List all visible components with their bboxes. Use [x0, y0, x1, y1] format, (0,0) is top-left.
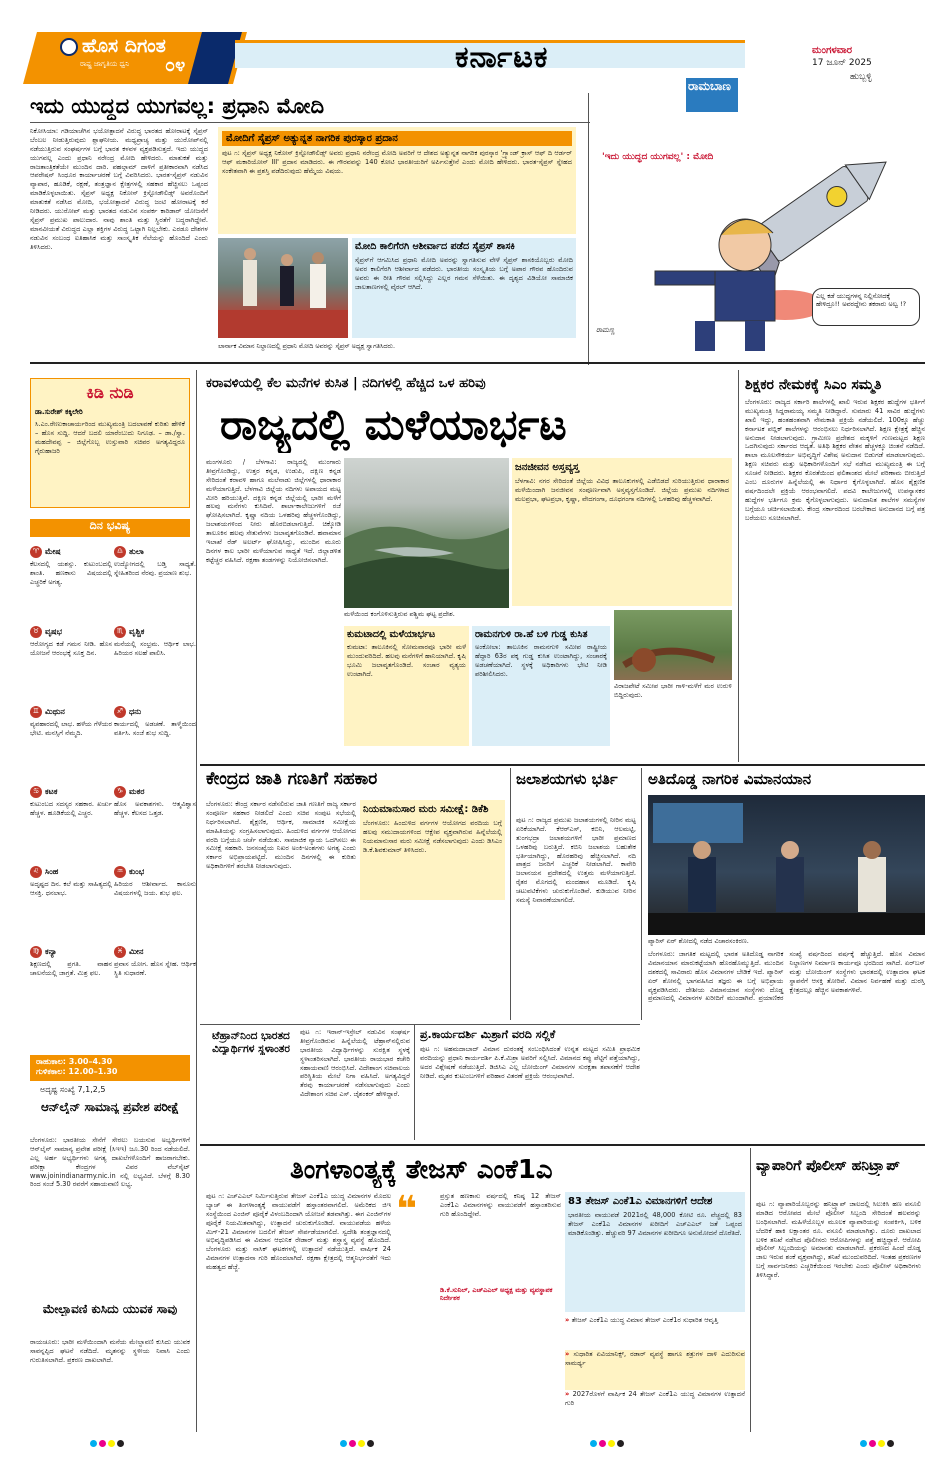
- award-title: ಮೋದಿಗೆ ಸೈಪ್ರಸ್ ಅತ್ಯುನ್ನತ ನಾಗರಿಕ ಪುರಸ್ಕಾರ ಪ್ರದಾನ: [222, 131, 572, 146]
- sign-makara: ♑ ಮಕರ: [114, 786, 196, 798]
- rain-box-landslide: [472, 626, 610, 746]
- teachers-title: ಶಿಕ್ಷಕರ ನೇಮಕಕ್ಕೆ ಸಿಎಂ ಸಮ್ಮತಿ: [745, 377, 882, 393]
- sign-mithuna: ♊ ಮಿಥುನ: [30, 706, 112, 718]
- rain-headline: ರಾಜ್ಯದಲ್ಲಿ ಮಳೆಯಾರ್ಭಟ: [220, 400, 567, 449]
- aviation-panel-graphic: [648, 795, 925, 935]
- rain-box-life: [512, 458, 732, 606]
- tejas-body-cont: [396, 1322, 561, 1430]
- bullet-arrow-icon: »: [565, 1316, 572, 1324]
- quote-icon: ❝: [396, 1189, 418, 1230]
- horoscope-grid: ♈ ಮೇಷ ಕೆಲಸದಲ್ಲಿ ಯಶಸ್ಸು. ಕುಟುಂಬದಲ್ಲಿ ಶಾಂತಿ. ಹಣಕಾಸು ವಿಷಯದಲ್ಲಿ ಎಚ್ಚರಿಕೆ ಅಗತ್ಯ. ♎ ತುಲಾ ಉದ್ಯೋಗದಲ್ಲಿ ಬಡ್ತಿ ಸಾಧ್ಯತೆ. ಸ್ನೇಹಿತರಿಂದ ನೆರವು. ಪ್ರಯಾಣ ಶುಭ. ♉ ವೃಷಭ ಆರೋಗ್ಯದ ಕಡೆ ಗಮನ ನೀಡಿ. ಹೊಸ ಯೋಜನೆ ಆರಂಭಕ್ಕೆ ಸೂಕ್ತ ದಿನ. ♏ ವೃಶ್ಚಿಕ ಮನೆಯಲ್ಲಿ ಸಂಭ್ರಮ. ಆರ್ಥಿಕ ಲಾಭ. ಹಿರಿಯರ ಸಲಹೆ ಪಾಲಿಸಿ. ♊ ಮಿಥುನ ವ್ಯವಹಾರದಲ್ಲಿ ಲಾಭ. ಹಳೆಯ ಗೆಳೆಯರ ಭೇಟಿ. ಮನಸ್ಸಿಗೆ ನೆಮ್ಮದಿ. ♐ ಧನು ಕಾರ್ಯದಲ್ಲಿ ಅಡಚಣೆ. ತಾಳ್ಮೆಯಿಂದ ವರ್ತಿಸಿ. ಸಂಜೆ ಶುಭ ಸುದ್ದಿ. ♋ ಕಟಕ ಕುಟುಂಬದ ಸದಸ್ಯರ ಸಹಕಾರ. ಖರ್ಚು ಹೆಚ್ಚಳ. ಹೂಡಿಕೆಯಲ್ಲಿ ಎಚ್ಚರ. ♑ ಮಕರ ಹೊಸ ಅವಕಾಶಗಳು. ಆತ್ಮವಿಶ್ವಾಸ ಹೆಚ್ಚಳ. ಕೆಲಸದ ಒತ್ತಡ. ♌ ಸಿಂಹ ಅದೃಷ್ಟದ ದಿನ. ಕಲೆ ಮತ್ತು ಸಾಹಿತ್ಯದಲ್ಲಿ ಆಸಕ್ತಿ. ಧನಲಾಭ. ♒ ಕುಂಭ ಹಿರಿಯರ ಆಶೀರ್ವಾದ. ಕಾನೂನು ವಿಷಯಗಳಲ್ಲಿ ಜಯ. ಶುಭ ಫಲ. ♍ ಕನ್ಯಾ ಶಿಕ್ಷಣದಲ್ಲಿ ಪ್ರಗತಿ. ವಾಹನ ಚಾಲನೆಯಲ್ಲಿ ಜಾಗ್ರತೆ. ಮಿಶ್ರ ಫಲ. ♓ ಮೀನ ಪ್ರವಾಸ ಯೋಗ. ಹೊಸ ಸ್ನೇಹ. ಆರ್ಥಿಕ ಸ್ಥಿತಿ ಸುಧಾರಣೆ.: [30, 546, 196, 977]
- tejas-bullet-3: » 2027ರೊಳಗೆ ವಾರ್ಷಿಕ 24 ತೇಜಸ್ ಎಂಕೆ1ಎ ಯುದ್ಧ ವಿಮಾನಗಳ ಉತ್ಪಾದನೆ ಗುರಿ: [565, 1390, 745, 1407]
- teaser-text: ಸಿ.ಎಂ.ರೇಣುಕಾಚಾರ್ಯರಿಂದ ಮುಖ್ಯಮಂತ್ರಿ ಬದಲಾವಣೆ ಕುರಿತು ಹೇಳಿಕೆ – ಹೊಸ ಸುದ್ದಿ. ಆದರೆ ಬದಲಿ ಯಾರೆಂಬುದು ನಿಗೂಢ. – ಡಾ./ಸ್ವಾ. ಮಹದೇವಪ್ಪ – ಜಿಲ್ಲೆಗೊಬ್ಬ ಉಸ್ತುವಾರಿ ಸಚಿವರ ಅಗತ್ಯವಿದ್ದರೂ ಗೈರುಹಾಜರಿ: [35, 419, 185, 455]
- rain-photo: [344, 458, 509, 608]
- lead-box-award: [218, 127, 576, 234]
- bullet-arrow-icon: »: [565, 1390, 573, 1398]
- census-box-text: ಬೆಂಗಳೂರು: ಹಿಂದುಳಿದ ವರ್ಗಗಳ ಆಯೋಗದ ವರದಿಯ ಬಗ್ಗೆ ಹಲವು ಸಮುದಾಯಗಳಿಂದ ಆಕ್ಷೇಪ ವ್ಯಕ್ತವಾಗಿರುವ ಹಿನ್ನೆಲೆಯಲ್ಲಿ ನಿಯಮಾನುಸಾರ ಮರು ಸಮೀಕ್ಷೆ ನಡೆಸಲಾಗುವುದು ಎಂದು ಡಿಸಿಎಂ ಡಿ.ಕೆ.ಶಿವಕುಮಾರ್ ತಿಳಿಸಿದರು.: [363, 819, 502, 854]
- tejas-title: ತಿಂಗಳಾಂತ್ಯಕ್ಕೆ ತೇಜಸ್ ಎಂಕೆ1ಎ: [290, 1155, 553, 1185]
- scales-icon: ♎: [114, 546, 126, 558]
- sign-tula: ♎ ತುಲಾ: [114, 546, 196, 558]
- cartoon-speech-bubble: [812, 288, 920, 326]
- sign-kumbha: ♒ ಕುಂಭ: [114, 866, 196, 878]
- tejas-order-text: ಭಾರತೀಯ ವಾಯುಪಡೆ 2021ರಲ್ಲಿ 48,000 ಕೋಟಿ ರೂ. ವೆಚ್ಚದಲ್ಲಿ 83 ತೇಜಸ್ ಎಂಕೆ1ಎ ವಿಮಾನಗಳ ಖರೀದಿಗೆ ಎಚ್‌ಎಎಲ್ ಜತೆ ಒಪ್ಪಂದ ಮಾಡಿಕೊಂಡಿತ್ತು. ಹೆಚ್ಚುವರಿ 97 ವಿಮಾನಗಳ ಖರೀದಿಗೂ ಅನುಮೋದನೆ ದೊರೆತಿದೆ.: [568, 1211, 742, 1237]
- gulika: ಗುಳಿಕಕಾಲ: 12.00–1.30: [36, 1067, 118, 1077]
- lead-photo: [218, 238, 348, 338]
- cartoon-caption: 'ಇದು ಯುದ್ಧದ ಯುಗವಲ್ಲ' : ಮೋದಿ: [602, 152, 714, 162]
- rahukala: ರಾಹುಕಾಲ: 3.00–4.30: [36, 1057, 113, 1066]
- sign-dhanu: ♐ ಧನು: [114, 706, 196, 718]
- story-roof-title: ಮೇಲ್ಛಾವಣಿ ಕುಸಿದು ಯುವಕ ಸಾವು: [42, 1302, 178, 1316]
- bubble-text: ಎಲ್ಲ ಕಡೆ ಯುದ್ಧಗಳನ್ನ ನಿಲ್ಲಿಸೋದಕ್ಕೆ ಹೇಳಿದ್ರೂ!! ಅವರದ್ದೇನು ತಕರಾರು ಅಲ್ವ !?: [816, 292, 907, 309]
- life-text: ಬೆಳಗಾವಿ: ನಗರ ಸೇರಿದಂತೆ ಜಿಲ್ಲೆಯ ವಿವಿಧ ತಾಲೂಕುಗಳಲ್ಲಿ ಎಡೆಬಿಡದೆ ಸುರಿಯುತ್ತಿರುವ ಧಾರಾಕಾರ ಮಳೆಯಿಂದಾಗಿ ಜನಜೀವನ ಸಂಪೂರ್ಣವಾಗಿ ಅಸ್ತವ್ಯಸ್ತಗೊಂಡಿದೆ. ಜಿಲ್ಲೆಯ ಪ್ರಮುಖ ನದಿಗಳಾದ ಮಲಪ್ರಭಾ, ಘಟಪ್ರಭಾ, ಕೃಷ್ಣಾ, ವೇದಗಂಗಾ, ದೂಧಗಂಗಾ ನದಿಗಳಲ್ಲಿ ಒಳಹರಿವು ಹೆಚ್ಚಳವಾಗಿದೆ.: [515, 477, 729, 503]
- rain-photo-landscape: [344, 458, 509, 608]
- logo-icon: [60, 38, 78, 56]
- rahukala-box: [30, 1055, 190, 1081]
- twins-icon: ♊: [30, 706, 42, 718]
- cartoon-label-box: [686, 78, 738, 112]
- lead-box-blessing: [352, 238, 576, 338]
- census-body-cont: [360, 904, 505, 1020]
- ram-icon: ♈: [30, 546, 42, 558]
- tejas-quote: ಪ್ರಸ್ತುತ ಹಣಕಾಸು ವರ್ಷದಲ್ಲಿ ಕನಿಷ್ಠ 12 ತೇಜಸ್ ಎಂಕೆ1ಎ ವಿಮಾನಗಳನ್ನು ವಾಯುಪಡೆಗೆ ಹಸ್ತಾಂತರಿಸುವ ಗುರಿ ಹೊಂದಿದ್ದೇವೆ.: [440, 1192, 561, 1218]
- scorpion-icon: ♏: [114, 626, 126, 638]
- tree-photo-caption: ವಿರಾಜಪೇಟೆ ಸಮೀಪ ಭಾರೀ ಗಾಳಿ-ಮಳೆಗೆ ಮರ ಉರುಳಿ ಬಿದ್ದಿರುವುದು.: [614, 682, 732, 699]
- census-title: ಕೇಂದ್ರದ ಜಾತಿ ಗಣತಿಗೆ ಸಹಕಾರ: [206, 769, 378, 789]
- tejas-bullet-2: » ಸುಧಾರಿತ ಏವಿಯಾನಿಕ್ಸ್, ರಡಾರ್ ವ್ಯವಸ್ಥೆ ಹಾಗೂ ಶತ್ರುಗಳ ದಾಳಿ ಎದುರಿಸುವ ಸಾಮರ್ಥ್ಯ: [565, 1350, 745, 1390]
- archer-icon: ♐: [114, 706, 126, 718]
- lead-body: ನಿಕೋಸಿಯಾ: ಗಡಿಯಾಚೆಗಿನ ಭಯೋತ್ಪಾದನೆ ವಿರುದ್ಧ ಭಾರತದ ಹೋರಾಟಕ್ಕೆ ಸೈಪ್ರಸ್ ಬೆಂಬಲ ನೀಡುತ್ತಿರುವುದು ಶ್ಲಾಘನೀಯ. ಮಧ್ಯಪ್ರಾಚ್ಯ ಮತ್ತು ಯುರೋಪ್‌ನಲ್ಲಿ ನಡೆಯುತ್ತಿರುವ ಸಂಘರ್ಷಗಳ ಬಗ್ಗೆ ಭಾರತ ಕಳವಳ ವ್ಯಕ್ತಪಡಿಸುತ್ತದೆ. ಇದು ಯುದ್ಧದ ಯುಗವಲ್ಲ ಎಂದು ಪ್ರಧಾನಿ ನರೇಂದ್ರ ಮೋದಿ ಹೇಳಿದರು. ಮಾತುಕತೆ ಮತ್ತು ರಾಜತಾಂತ್ರಿಕತೆಯೇ ಮುಂದಿನ ದಾರಿ. ಪಹಲ್ಗಾಮ್ ದಾಳಿಗೆ ಪ್ರತೀಕಾರವಾಗಿ ನಡೆಸಿದ ಆಪರೇಷನ್ ಸಿಂಧೂರ ಕಾರ್ಯಾಚರಣೆ ಬಗ್ಗೆ ವಿವರಿಸಿದರು. ಭಾರತ-ಸೈಪ್ರಸ್ ನಡುವಿನ ವ್ಯಾಪಾರ, ಹೂಡಿಕೆ, ರಕ್ಷಣೆ, ತಂತ್ರಜ್ಞಾನ ಕ್ಷೇತ್ರಗಳಲ್ಲಿ ಸಹಕಾರ ಹೆಚ್ಚಿಸಲು ಒಪ್ಪಂದ ಮಾಡಿಕೊಳ್ಳಲಾಯಿತು. ಸೈಪ್ರಸ್ ಅಧ್ಯಕ್ಷ ನಿಕೋಸ್ ಕ್ರಿಸ್ಟೋಡೌಲಿಡ್ಸ್ ಅವರೊಂದಿಗೆ ಮಾತುಕತೆ ನಡೆಸಿದ ಮೋದಿ, ಭಯೋತ್ಪಾದನೆ ವಿರುದ್ಧ ಜಂಟಿ ಹೋರಾಟಕ್ಕೆ ಕರೆ ನೀಡಿದರು. ಯುರೋಪ್ ಮತ್ತು ಭಾರತದ ನಡುವಿನ ಸಂಪರ್ಕ ಕಾರಿಡಾರ್ ಯೋಜನೆಗೆ ಸೈಪ್ರಸ್ ಪ್ರಮುಖ ಪಾಲುದಾರ. ನಾವು ಶಾಂತಿ ಮತ್ತು ಸ್ಥಿರತೆಗೆ ಬದ್ಧರಾಗಿದ್ದೇವೆ. ಮಾನವೀಯತೆ ವಿರುದ್ಧದ ಎಲ್ಲಾ ಶಕ್ತಿಗಳ ವಿರುದ್ಧ ಒಟ್ಟಾಗಿ ನಿಲ್ಲಬೇಕು. ಎರಡೂ ದೇಶಗಳ ನಡುವಿನ ಸಂಬಂಧ ಐತಿಹಾಸಿಕ ಮತ್ತು ಸಾಂಸ್ಕೃತಿಕ ನೆಲೆಯನ್ನು ಹೊಂದಿದೆ ಎಂದು ತಿಳಿಸಿದರು.: [30, 127, 208, 251]
- fallen-tree-graphic: [614, 610, 732, 680]
- lead-photo-figures: [218, 238, 348, 338]
- honeytrap-title: ವ್ಯಾಪಾರಿಗೆ ಪೊಲೀಸ್ ಹನಿಟ್ರ್ಯಾಪ್: [756, 1158, 900, 1174]
- header-city: ಹುಬ್ಬಳ್ಳಿ: [850, 72, 872, 82]
- teaser-author: ಡಾ.ಸುರೇಶ್ ಕಕ್ಕಿಲೇರಿ: [35, 407, 83, 416]
- tejas-body: ಪುಟ ೧: ಎಚ್‌ಎಎಲ್ ನಿರ್ಮಿಸುತ್ತಿರುವ ತೇಜಸ್ ಎಂಕೆ1ಎ ಯುದ್ಧ ವಿಮಾನಗಳ ಮೊದಲ ಬ್ಯಾಚ್ ಈ ತಿಂಗಳಾಂತ್ಯಕ್ಕೆ ವಾಯುಪಡೆಗೆ ಹಸ್ತಾಂತರವಾಗಲಿದೆ. ಅಮೆರಿಕದ ಜಿಇ ಸಂಸ್ಥೆಯಿಂದ ಎಂಜಿನ್ ಪೂರೈಕೆ ವಿಳಂಬದಿಂದಾಗಿ ಯೋಜನೆ ತಡವಾಗಿತ್ತು. ಈಗ ಎಂಜಿನ್‌ಗಳ ಪೂರೈಕೆ ನಿಯಮಿತವಾಗಿದ್ದು, ಉತ್ಪಾದನೆ ಚುರುಕುಗೊಂಡಿದೆ. ವಾಯುಪಡೆಯ ಹಳೆಯ ಮಿಗ್-21 ವಿಮಾನಗಳ ಬದಲಿಗೆ ತೇಜಸ್ ಸೇರ್ಪಡೆಯಾಗಲಿದೆ. ಸ್ವದೇಶಿ ತಂತ್ರಜ್ಞಾನದಲ್ಲಿ ಅಭಿವೃದ್ಧಿಪಡಿಸಿದ ಈ ವಿಮಾನ ಆಧುನಿಕ ರೇಡಾರ್ ಮತ್ತು ಶಸ್ತ್ರಾಸ್ತ್ರ ವ್ಯವಸ್ಥೆ ಹೊಂದಿದೆ. ಬೆಂಗಳೂರು ಮತ್ತು ನಾಸಿಕ್ ಘಟಕಗಳಲ್ಲಿ ಉತ್ಪಾದನೆ ನಡೆಯುತ್ತಿದೆ. ವಾರ್ಷಿಕ 24 ವಿಮಾನಗಳ ಉತ್ಪಾದನಾ ಗುರಿ ಹೊಂದಲಾಗಿದೆ. ರಕ್ಷಣಾ ಕ್ಷೇತ್ರದಲ್ಲಿ ಆತ್ಮನಿರ್ಭರತೆಗೆ ಇದು ಮಹತ್ವದ ಹೆಜ್ಜೆ.: [206, 1192, 391, 1272]
- bullet-arrow-icon: »: [565, 1350, 574, 1358]
- story-exam-text: ಬೆಂಗಳೂರು: ಭಾರತೀಯ ಸೇನೆಗೆ ಸೇರಲು ಬಯಸುವ ಅಭ್ಯರ್ಥಿಗಳಿಗೆ ಆನ್‌ಲೈನ್ ಸಾಮಾನ್ಯ ಪ್ರವೇಶ ಪರೀಕ್ಷೆ (ಸಿಇಇ) ಜೂ.30 ರಿಂದ ನಡೆಯಲಿದೆ. ಎಲ್ಲ ಅರ್ಹ ಅಭ್ಯರ್ಥಿಗಳು ಅಗತ್ಯ ದಾಖಲೆಗಳೊಂದಿಗೆ ಹಾಜರಾಗಬೇಕು. ಪರೀಕ್ಷಾ ಕೇಂದ್ರಗಳ ವಿವರ ವೆಬ್‌ಸೈಟ್ www.joinindianarmy.nic.in ನಲ್ಲಿ ಲಭ್ಯವಿದೆ. ಬೆಳಗ್ಗೆ 8.30 ರಿಂದ ಸಂಜೆ 5.30 ರವರೆಗೆ ಸಹಾಯವಾಣಿ ಲಭ್ಯ.: [30, 1136, 190, 1189]
- story-roof-text: ರಾಯಚೂರು: ಭಾರೀ ಮಳೆಯಿಂದಾಗಿ ಮನೆಯ ಮೇಲ್ಛಾವಣಿ ಕುಸಿದು ಯುವಕ ಸಾವನ್ನಪ್ಪಿದ ಘಟನೆ ನಡೆದಿದೆ. ಮೃತನನ್ನು ಸ್ಥಳೀಯ ನಿವಾಸಿ ಎಂದು ಗುರುತಿಸಲಾಗಿದೆ. ಪ್ರಕರಣ ದಾಖಲಾಗಿದೆ.: [30, 1338, 190, 1364]
- mishra-title: ಪ್ರ.ಕಾರ್ಯದರ್ಶಿ ಮಿಶ್ರಾಗೆ ವರದಿ ಸಲ್ಲಿಕೆ: [420, 1028, 556, 1041]
- iran-body: ಪುಟ ೧: ಇರಾನ್-ಇಸ್ರೇಲ್ ನಡುವಿನ ಸಂಘರ್ಷ ತೀವ್ರಗೊಂಡಿರುವ ಹಿನ್ನೆಲೆಯಲ್ಲಿ ಟೆಹ್ರಾನ್‌ನಲ್ಲಿರುವ ಭಾರತೀಯ ವಿದ್ಯಾರ್ಥಿಗಳನ್ನು ಸುರಕ್ಷಿತ ಸ್ಥಳಕ್ಕೆ ಸ್ಥಳಾಂತರಿಸಲಾಗಿದೆ. ಭಾರತೀಯ ರಾಯಭಾರ ಕಚೇರಿ ಸಹಾಯವಾಣಿ ಆರಂಭಿಸಿದೆ. ವಿದೇಶಾಂಗ ಸಚಿವಾಲಯ ಪರಿಸ್ಥಿತಿಯ ಮೇಲೆ ನಿಗಾ ವಹಿಸಿದೆ. ಅಗತ್ಯವಿದ್ದರೆ ತೆರವು ಕಾರ್ಯಾಚರಣೆ ನಡೆಸಲಾಗುವುದು ಎಂದು ವಿದೇಶಾಂಗ ಸಚಿವ ಎಸ್. ಜೈಶಂಕರ್ ಹೇಳಿದ್ದಾರೆ.: [300, 1028, 410, 1099]
- blessing-text: ಸೈಪ್ರಸ್‌ಗೆ ಆಗಮಿಸಿದ ಪ್ರಧಾನಿ ಮೋದಿ ಅವರನ್ನು ಸ್ವಾಗತಿಸುವ ವೇಳೆ ಸೈಪ್ರಸ್ ಶಾಸಕಿಯೊಬ್ಬರು ಮೋದಿ ಅವರ ಕಾಲಿಗೆರಗಿ ಆಶೀರ್ವಾದ ಪಡೆದರು. ಭಾರತೀಯ ಸಂಸ್ಕೃತಿಯ ಬಗ್ಗೆ ಅಪಾರ ಗೌರವ ಹೊಂದಿರುವ ಅವರು ಈ ರೀತಿ ಗೌರವ ಸಲ್ಲಿಸಿದ್ದು ಎಲ್ಲರ ಗಮನ ಸೆಳೆಯಿತು. ಈ ದೃಶ್ಯದ ವಿಡಿಯೋ ಸಾಮಾಜಿಕ ಜಾಲತಾಣಗಳಲ್ಲಿ ವೈರಲ್ ಆಗಿದೆ.: [355, 256, 573, 292]
- tejas-bullets: [565, 1316, 745, 1430]
- tejas-order-box: [565, 1192, 745, 1312]
- print-registration-dots: [860, 1440, 894, 1447]
- aviation-title: ಅತಿದೊಡ್ಡ ನಾಗರಿಕ ವಿಮಾನಯಾನ: [648, 770, 812, 788]
- masthead: [0, 0, 945, 92]
- tejas-order-title: 83 ತೇಜಸ್ ಎಂಕೆ1ಎ ವಿಮಾನಗಳಿಗೆ ಆದೇಶ: [568, 1196, 713, 1207]
- crab-icon: ♋: [30, 786, 42, 798]
- horoscope-header: [30, 519, 190, 537]
- rain-photo-caption: ಮಳೆಯಿಂದ ಕಂಗೊಳಿಸುತ್ತಿರುವ ಪಶ್ಚಿಮ ಘಟ್ಟ ಪ್ರದೇಶ.: [344, 610, 455, 618]
- pot-icon: ♒: [114, 866, 126, 878]
- dams-title: ಜಲಾಶಯಗಳು ಭರ್ತಿ: [516, 770, 618, 788]
- dams-body: ಪುಟ ೧: ರಾಜ್ಯದ ಪ್ರಮುಖ ಜಲಾಶಯಗಳಲ್ಲಿ ನೀರಿನ ಮಟ್ಟ ಏರಿಕೆಯಾಗಿದೆ. ಕೆಆರ್‌ಎಸ್, ಕಬಿನಿ, ಆಲಮಟ್ಟಿ, ತುಂಗಭದ್ರಾ ಜಲಾಶಯಗಳಿಗೆ ಭಾರೀ ಪ್ರಮಾಣದ ಒಳಹರಿವು ಬರುತ್ತಿದೆ. ಕಬಿನಿ ಜಲಾಶಯ ಬಹುತೇಕ ಭರ್ತಿಯಾಗಿದ್ದು, ಹೊರಹರಿವು ಹೆಚ್ಚಿಸಲಾಗಿದೆ. ನದಿ ಪಾತ್ರದ ಜನರಿಗೆ ಎಚ್ಚರಿಕೆ ನೀಡಲಾಗಿದೆ. ಕಾವೇರಿ ಜಲಾನಯನ ಪ್ರದೇಶದಲ್ಲಿ ಉತ್ತಮ ಮಳೆಯಾಗುತ್ತಿದೆ. ರೈತರ ಮೊಗದಲ್ಲಿ ಮಂದಹಾಸ ಮೂಡಿದೆ. ಕೃಷಿ ಚಟುವಟಿಕೆಗಳು ಚುರುಕುಗೊಂಡಿವೆ. ಕುಡಿಯುವ ನೀರಿನ ಸಮಸ್ಯೆ ನಿವಾರಣೆಯಾಗಲಿದೆ.: [516, 816, 636, 905]
- sign-meena: ♓ ಮೀನ: [114, 946, 196, 958]
- page-number: ೦೪: [165, 55, 186, 76]
- sign-simha: ♌ ಸಿಂಹ: [30, 866, 112, 878]
- census-box-title: ನಿಯಮಾನುಸಾರ ಮರು ಸಮೀಕ್ಷೆ: ಡಿಕೆಶಿ: [363, 804, 489, 815]
- life-title: ಜನಜೀವನ ಅಸ್ತವ್ಯಸ್ತ: [515, 462, 580, 473]
- landslide-title: ರಾಮನಗುಳಿ ರಾ.ಹೆ ಬಳಿ ಗುಡ್ಡ ಕುಸಿತ: [475, 629, 588, 640]
- header-day: ಮಂಗಳವಾರ: [812, 45, 853, 56]
- mishra-body: ಪುಟ ೧: ಅಹಮದಾಬಾದ್ ವಿಮಾನ ದುರಂತಕ್ಕೆ ಸಂಬಂಧಿಸಿದಂತೆ ಉನ್ನತ ಮಟ್ಟದ ಸಮಿತಿ ಪ್ರಾಥಮಿಕ ವರದಿಯನ್ನು ಪ್ರಧಾನಿ ಕಾರ್ಯದರ್ಶಿ ಪಿ.ಕೆ.ಮಿಶ್ರಾ ಅವರಿಗೆ ಸಲ್ಲಿಸಿದೆ. ವಿಮಾನದ ಕಪ್ಪು ಪೆಟ್ಟಿಗೆ ಪತ್ತೆಯಾಗಿದ್ದು, ಅದರ ವಿಶ್ಲೇಷಣೆ ನಡೆಯುತ್ತಿದೆ. ಡಿಜಿಸಿಎ ಎಲ್ಲ ಬೋಯಿಂಗ್ ವಿಮಾನಗಳ ಸುರಕ್ಷತಾ ತಪಾಸಣೆಗೆ ಆದೇಶ ನೀಡಿದೆ. ಮೃತರ ಕುಟುಂಬಗಳಿಗೆ ಪರಿಹಾರ ವಿತರಣೆ ಪ್ರಕ್ರಿಯೆ ಆರಂಭವಾಗಿದೆ.: [420, 1045, 640, 1080]
- logo-tagline: ರಾಷ್ಟ್ರ ಜಾಗೃತಿಯ ಧ್ವನಿ: [80, 60, 130, 68]
- lead-headline: ಇದು ಯುದ್ಧದ ಯುಗವಲ್ಲ: ಪ್ರಧಾನಿ ಮೋದಿ: [30, 94, 325, 118]
- edition-title: ಕರ್ನಾಟಕ: [455, 40, 549, 75]
- horoscope-title: ದಿನ ಭವಿಷ್ಯ: [89, 519, 131, 532]
- logo-text: ಹೊಸ ದಿಗಂತ: [82, 35, 166, 57]
- rain-body: ಮಂಗಳೂರು / ಬೆಳಗಾವಿ: ರಾಜ್ಯದಲ್ಲಿ ಮುಂಗಾರು ತೀವ್ರಗೊಂಡಿದ್ದು, ಉತ್ತರ ಕನ್ನಡ, ಉಡುಪಿ, ದಕ್ಷಿಣ ಕನ್ನಡ ಸೇರಿದಂತೆ ಕರಾವಳಿ ಹಾಗೂ ಮಲೆನಾಡು ಜಿಲ್ಲೆಗಳಲ್ಲಿ ಧಾರಾಕಾರ ಮಳೆಯಾಗುತ್ತಿದೆ. ಬೆಳಗಾವಿ ಜಿಲ್ಲೆಯ ನದಿಗಳು ಅಪಾಯದ ಮಟ್ಟ ಮೀರಿ ಹರಿಯುತ್ತಿವೆ. ದಕ್ಷಿಣ ಕನ್ನಡ ಜಿಲ್ಲೆಯಲ್ಲಿ ಭಾರೀ ಮಳೆಗೆ ಹಲವು ಮನೆಗಳು ಕುಸಿದಿವೆ. ಶಾಲಾ-ಕಾಲೇಜುಗಳಿಗೆ ರಜೆ ಘೋಷಿಸಲಾಗಿದೆ. ಕೃಷ್ಣಾ ನದಿಯ ಒಳಹರಿವು ಹೆಚ್ಚಳಗೊಂಡಿದ್ದು, ಜಲಾಶಯಗಳಿಂದ ನೀರು ಹೊರಬಿಡಲಾಗುತ್ತಿದೆ. ಚಿಕ್ಕೋಡಿ ತಾಲೂಕಿನ ಹಲವು ಸೇತುವೆಗಳು ಜಲಾವೃತಗೊಂಡಿವೆ. ಹವಾಮಾನ ಇಲಾಖೆ ರೆಡ್ ಅಲರ್ಟ್ ಘೋಷಿಸಿದ್ದು, ಮುಂದಿನ ಮೂರು ದಿನಗಳ ಕಾಲ ಭಾರೀ ಮಳೆಯಾಗುವ ಸಾಧ್ಯತೆ ಇದೆ. ಜಿಲ್ಲಾಡಳಿತ ಕಟ್ಟೆಚ್ಚರ ವಹಿಸಿದೆ. ರಕ್ಷಣಾ ತಂಡಗಳನ್ನು ನಿಯೋಜಿಸಲಾಗಿದೆ.: [206, 458, 341, 564]
- landslide-text: ಅಂಕೋಲಾ: ತಾಲೂಕಿನ ರಾಮನಗುಳಿ ಸಮೀಪ ರಾಷ್ಟ್ರೀಯ ಹೆದ್ದಾರಿ 63ರ ಪಕ್ಕ ಗುಡ್ಡ ಕುಸಿತ ಉಂಟಾಗಿದ್ದು, ಸಂಚಾರಕ್ಕೆ ಅಡಚಣೆಯಾಗಿದೆ. ಸ್ಥಳಕ್ಕೆ ಅಧಿಕಾರಿಗಳು ಭೇಟಿ ನೀಡಿ ಪರಿಶೀಲಿಸಿದರು.: [475, 643, 607, 679]
- cartoon-signature: ರಾಮಣ್ಣ: [596, 326, 615, 334]
- tejas-quote-by: ಡಿ.ಕೆ.ಸುನಿಲ್, ಎಚ್‌ಎಎಲ್ ಅಧ್ಯಕ್ಷ ಮತ್ತು ವ್ಯವಸ್ಥಾಪಕ ನಿರ್ದೇಶಕ: [440, 1286, 553, 1303]
- sign-kataka: ♋ ಕಟಕ: [30, 786, 112, 798]
- aviation-body: ಬೆಂಗಳೂರು: ಜಾಗತಿಕ ಮಟ್ಟದಲ್ಲಿ ಭಾರತ ಅತಿದೊಡ್ಡ ನಾಗರಿಕ ವಿಮಾನಯಾನ ಮಾರುಕಟ್ಟೆಯಾಗಿ ಹೊರಹೊಮ್ಮುತ್ತಿದೆ. ಮುಂದಿನ ದಶಕದಲ್ಲಿ ಸಾವಿರಾರು ಹೊಸ ವಿಮಾನಗಳ ಬೇಡಿಕೆ ಇದೆ. ಪ್ಯಾರಿಸ್ ಏರ್ ಶೋನಲ್ಲಿ ಭಾಗವಹಿಸಿದ ತಜ್ಞರು ಈ ಬಗ್ಗೆ ಅಭಿಪ್ರಾಯ ವ್ಯಕ್ತಪಡಿಸಿದರು. ದೇಶೀಯ ವಿಮಾನಯಾನ ಸಂಸ್ಥೆಗಳು ದೊಡ್ಡ ಪ್ರಮಾಣದಲ್ಲಿ ವಿಮಾನಗಳ ಖರೀದಿಗೆ ಮುಂದಾಗಿವೆ. ಪ್ರಯಾಣಿಕರ ಸಂಖ್ಯೆ ವರ್ಷದಿಂದ ವರ್ಷಕ್ಕೆ ಹೆಚ್ಚುತ್ತಿದೆ. ಹೊಸ ವಿಮಾನ ನಿಲ್ದಾಣಗಳ ನಿರ್ಮಾಣ ಕಾರ್ಯವೂ ಭರದಿಂದ ಸಾಗಿದೆ. ಏರ್‌ಬಸ್ ಮತ್ತು ಬೋಯಿಂಗ್ ಸಂಸ್ಥೆಗಳು ಭಾರತದಲ್ಲಿ ಉತ್ಪಾದನಾ ಘಟಕ ಸ್ಥಾಪನೆಗೆ ಆಸಕ್ತಿ ತೋರಿವೆ. ವಿಮಾನ ನಿರ್ವಹಣೆ ಮತ್ತು ದುರಸ್ತಿ ಕ್ಷೇತ್ರದಲ್ಲೂ ಹೆಚ್ಚಿನ ಅವಕಾಶಗಳಿವೆ.: [648, 950, 925, 1003]
- rain-box-kumta: [344, 626, 469, 746]
- blessing-title: ಮೋದಿ ಕಾಲಿಗೆರಗಿ ಆಶೀರ್ವಾದ ಪಡೆದ ಸೈಪ್ರಸ್ ಶಾಸಕಿ: [355, 241, 515, 252]
- census-box: [360, 800, 505, 900]
- print-registration-dots: [90, 1440, 124, 1447]
- award-text: ಪುಟ ೧: ಸೈಪ್ರಸ್ ಅಧ್ಯಕ್ಷ ನಿಕೋಸ್ ಕ್ರಿಸ್ಟೋಡೌಲಿಡ್ಸ್ ಅವರು ಪ್ರಧಾನಿ ನರೇಂದ್ರ ಮೋದಿ ಅವರಿಗೆ ಆ ದೇಶದ ಅತ್ಯುನ್ನತ ನಾಗರಿಕ ಪುರಸ್ಕಾರ 'ಗ್ರ್ಯಾಂಡ್ ಕ್ರಾಸ್ ಆಫ್ ದಿ ಆರ್ಡರ್ ಆಫ್ ಮಕಾರಿಯೋಸ್ III' ಪ್ರದಾನ ಮಾಡಿದರು. ಈ ಗೌರವವನ್ನು 140 ಕೋಟಿ ಭಾರತೀಯರಿಗೆ ಅರ್ಪಿಸುತ್ತೇನೆ ಎಂದು ಮೋದಿ ಹೇಳಿದರು. ಭಾರತ-ಸೈಪ್ರಸ್ ಸ್ನೇಹದ ಸಂಕೇತವಾಗಿ ಈ ಪ್ರಶಸ್ತಿ ಪಡೆದಿರುವುದು ಹೆಮ್ಮೆಯ ವಿಷಯ.: [222, 149, 572, 175]
- sign-vrishabha: ♉ ವೃಷಭ: [30, 626, 112, 638]
- print-registration-dots: [590, 1440, 624, 1447]
- kumta-text: ಕುಮಟಾ: ತಾಲೂಕಿನಲ್ಲಿ ಸೋಮವಾರವೂ ಭಾರೀ ಮಳೆ ಮುಂದುವರಿದಿದೆ. ಹಲವು ಮನೆಗಳಿಗೆ ಹಾನಿಯಾಗಿದೆ. ಕೃಷಿ ಭೂಮಿ ಜಲಾವೃತಗೊಂಡಿದೆ. ಸಂಚಾರ ವ್ಯತ್ಯಯ ಉಂಟಾಗಿದೆ.: [347, 643, 466, 679]
- teachers-body: ಬೆಂಗಳೂರು: ರಾಜ್ಯದ ಸರ್ಕಾರಿ ಶಾಲೆಗಳಲ್ಲಿ ಖಾಲಿ ಇರುವ ಶಿಕ್ಷಕರ ಹುದ್ದೆಗಳ ಭರ್ತಿಗೆ ಮುಖ್ಯಮಂತ್ರಿ ಸಿದ್ದರಾಮಯ್ಯ ಸಮ್ಮತಿ ನೀಡಿದ್ದಾರೆ. ಸುಮಾರು 41 ಸಾವಿರ ಹುದ್ದೆಗಳು ಖಾಲಿ ಇದ್ದು, ಹಂತಹಂತವಾಗಿ ನೇಮಕಾತಿ ಪ್ರಕ್ರಿಯೆ ನಡೆಯಲಿದೆ. 100ಕ್ಕೂ ಹೆಚ್ಚು ಕರ್ನಾಟಕ ಪಬ್ಲಿಕ್ ಶಾಲೆಗಳನ್ನು ಆರಂಭಿಸಲು ನಿರ್ಧರಿಸಲಾಗಿದೆ. ಶಿಕ್ಷಣ ಕ್ಷೇತ್ರಕ್ಕೆ ಹೆಚ್ಚಿನ ಅನುದಾನ ನೀಡಲಾಗುವುದು. ಗ್ರಾಮೀಣ ಪ್ರದೇಶದ ಮಕ್ಕಳಿಗೆ ಗುಣಮಟ್ಟದ ಶಿಕ್ಷಣ ಒದಗಿಸುವುದು ಸರ್ಕಾರದ ಆದ್ಯತೆ. ಅತಿಥಿ ಶಿಕ್ಷಕರ ವೇತನ ಹೆಚ್ಚಳಕ್ಕೂ ಚಿಂತನೆ ನಡೆದಿದೆ. ಶಾಲಾ ಮೂಲಸೌಕರ್ಯ ಅಭಿವೃದ್ಧಿಗೆ ವಿಶೇಷ ಅನುದಾನ ಬಿಡುಗಡೆ ಮಾಡಲಾಗುವುದು. ಶಿಕ್ಷಣ ಸಚಿವರು ಮತ್ತು ಅಧಿಕಾರಿಗಳೊಂದಿಗೆ ಸಭೆ ನಡೆಸಿದ ಮುಖ್ಯಮಂತ್ರಿ ಈ ಬಗ್ಗೆ ಸೂಚನೆ ನೀಡಿದರು. ಶಿಕ್ಷಕರ ಕೊರತೆಯಿಂದ ಫಲಿತಾಂಶದ ಮೇಲೆ ಪರಿಣಾಮ ಬೀರುತ್ತಿದೆ ಎಂಬ ದೂರುಗಳ ಹಿನ್ನೆಲೆಯಲ್ಲಿ ಈ ನಿರ್ಧಾರ ಕೈಗೊಳ್ಳಲಾಗಿದೆ. ಹೊಸ ಶೈಕ್ಷಣಿಕ ವರ್ಷದಿಂದಲೇ ಪ್ರಕ್ರಿಯೆ ಆರಂಭವಾಗಲಿದೆ. ಪದವಿ ಕಾಲೇಜುಗಳಲ್ಲಿ ಉಪನ್ಯಾಸಕರ ಹುದ್ದೆಗಳ ಭರ್ತಿಗೂ ಕ್ರಮ ಕೈಗೊಳ್ಳಲಾಗುವುದು. ಅನುದಾನಿತ ಶಾಲೆಗಳ ಸಮಸ್ಯೆಗಳ ಬಗ್ಗೆಯೂ ಚರ್ಚಿಸಲಾಯಿತು. ಕೇಂದ್ರ ಸರ್ಕಾರದಿಂದ ಬರಬೇಕಾದ ಅನುದಾನದ ಬಗ್ಗೆ ಪತ್ರ ಬರೆಯಲು ಸೂಚಿಸಲಾಗಿದೆ.: [745, 398, 925, 522]
- rain-kicker: ಕರಾವಳಿಯಲ್ಲಿ ಕೆಲ ಮನೆಗಳ ಕುಸಿತ | ನದಿಗಳಲ್ಲಿ ಹೆಚ್ಚಿದ ಒಳ ಹರಿವು: [206, 376, 486, 391]
- tree-photo: [614, 610, 732, 680]
- header-date: 17 ಜೂನ್ 2025: [812, 58, 872, 68]
- lead-caption: ಲಾರ್ನಾಕ ವಿಮಾನ ನಿಲ್ದಾಣದಲ್ಲಿ ಪ್ರಧಾನಿ ಮೋದಿ ಅವರನ್ನು ಸೈಪ್ರಸ್ ಅಧ್ಯಕ್ಷ ಸ್ವಾಗತಿಸಿದರು.: [218, 342, 395, 350]
- teaser-title: ಕಿಡಿ ನುಡಿ: [86, 383, 134, 402]
- maiden-icon: ♍: [30, 946, 42, 958]
- cartoon-label: ರಾಮಬಾಣ: [688, 80, 731, 93]
- story-exam-title: ಆನ್‌ಲೈನ್ ಸಾಮಾನ್ಯ ಪ್ರವೇಶ ಪರೀಕ್ಷೆ: [40, 1100, 180, 1114]
- aviation-caption: ಪ್ಯಾರಿಸ್ ಏರ್ ಶೋದಲ್ಲಿ ನಡೆದ ವಿಚಾರಸಂಕಿರಣ.: [648, 937, 749, 945]
- census-body: ಬೆಂಗಳೂರು: ಕೇಂದ್ರ ಸರ್ಕಾರ ನಡೆಸಲಿರುವ ಜಾತಿ ಗಣತಿಗೆ ರಾಜ್ಯ ಸರ್ಕಾರ ಸಂಪೂರ್ಣ ಸಹಕಾರ ನೀಡಲಿದೆ ಎಂದು ಸಚಿವ ಸಂಪುಟ ಸಭೆಯಲ್ಲಿ ನಿರ್ಧರಿಸಲಾಗಿದೆ. ಶೈಕ್ಷಣಿಕ, ಆರ್ಥಿಕ, ಸಾಮಾಜಿಕ ಸಮೀಕ್ಷೆಯ ಮಾಹಿತಿಯನ್ನು ಸಂಗ್ರಹಿಸಲಾಗುವುದು. ಹಿಂದುಳಿದ ವರ್ಗಗಳ ಆಯೋಗದ ವರದಿ ಬಗ್ಗೆಯೂ ಚರ್ಚೆ ನಡೆಯಿತು. ಸಾಮಾಜಿಕ ನ್ಯಾಯ ಒದಗಿಸಲು ಈ ಸಮೀಕ್ಷೆ ಸಹಕಾರಿ. ಜನಸಂಖ್ಯೆಯ ನಿಖರ ಅಂಕಿ-ಅಂಶಗಳು ಅಗತ್ಯ ಎಂದು ಸರ್ಕಾರ ಅಭಿಪ್ರಾಯಪಟ್ಟಿದೆ. ಮುಂದಿನ ದಿನಗಳಲ್ಲಿ ಈ ಕುರಿತು ಅಧಿಕಾರಿಗಳಿಗೆ ತರಬೇತಿ ನೀಡಲಾಗುವುದು.: [206, 800, 356, 871]
- bull-icon: ♉: [30, 626, 42, 638]
- kumta-title: ಕುಮಟಾದಲ್ಲಿ ಮಳೆಯಾರ್ಭಟ: [347, 629, 436, 640]
- teaser-box: [30, 378, 190, 508]
- aviation-photo: [648, 795, 925, 935]
- tejas-quote-box: [396, 1189, 561, 1320]
- goat-icon: ♑: [114, 786, 126, 798]
- sign-mesha: ♈ ಮೇಷ: [30, 546, 112, 558]
- sign-vrischika: ♏ ವೃಶ್ಚಿಕ: [114, 626, 196, 638]
- iran-title: ಟೆಹ್ರಾನ್‌ನಿಂದ ಭಾರತದ ವಿದ್ಯಾರ್ಥಿಗಳ ಸ್ಥಳಾಂತರ: [212, 1030, 290, 1055]
- sign-kanya: ♍ ಕನ್ಯಾ: [30, 946, 112, 958]
- honeytrap-body: ಪುಟ ೧: ವ್ಯಾಪಾರಿಯೊಬ್ಬರನ್ನು ಹನಿಟ್ರ್ಯಾಪ್ ಜಾಲದಲ್ಲಿ ಸಿಲುಕಿಸಿ ಹಣ ವಸೂಲಿ ಮಾಡಿದ ಆರೋಪದ ಮೇಲೆ ಪೊಲೀಸ್ ಸಿಬ್ಬಂದಿ ಸೇರಿದಂತೆ ಹಲವರನ್ನು ಬಂಧಿಸಲಾಗಿದೆ. ಮಹಿಳೆಯೊಬ್ಬಳ ಮೂಲಕ ವ್ಯಾಪಾರಿಯನ್ನು ಸಂಪರ್ಕಿಸಿ, ಬಳಿಕ ಬೆದರಿಕೆ ಹಾಕಿ ಲಕ್ಷಾಂತರ ರೂ. ವಸೂಲಿ ಮಾಡಲಾಗಿತ್ತು. ದೂರು ದಾಖಲಾದ ಬಳಿಕ ತನಿಖೆ ನಡೆಸಿದ ಪೊಲೀಸರು ಆರೋಪಿಗಳನ್ನು ಪತ್ತೆ ಹಚ್ಚಿದ್ದಾರೆ. ಆರೋಪಿ ಪೊಲೀಸ್ ಸಿಬ್ಬಂದಿಯನ್ನು ಅಮಾನತು ಮಾಡಲಾಗಿದೆ. ಪ್ರಕರಣದ ಹಿಂದೆ ದೊಡ್ಡ ಜಾಲ ಇರುವ ಶಂಕೆ ವ್ಯಕ್ತವಾಗಿದ್ದು, ತನಿಖೆ ಮುಂದುವರಿದಿದೆ. ಇಂತಹ ಪ್ರಕರಣಗಳ ಬಗ್ಗೆ ಸಾರ್ವಜನಿಕರು ಎಚ್ಚರಿಕೆಯಿಂದ ಇರಬೇಕು ಎಂದು ಪೊಲೀಸ್ ಅಧಿಕಾರಿಗಳು ತಿಳಿಸಿದ್ದಾರೆ.: [756, 1200, 921, 1280]
- fish-icon: ♓: [114, 946, 126, 958]
- print-registration-dots: [340, 1440, 374, 1447]
- lucky-number: ಅದೃಷ್ಟ ಸಂಖ್ಯೆ 7,1,2,5: [40, 1085, 106, 1094]
- tejas-bullet-1: » ತೇಜಸ್ ಎಂಕೆ1ಎ ಯುದ್ಧ ವಿಮಾನ ತೇಜಸ್ ಎಂಕೆ1ರ ಸುಧಾರಿತ ಆವೃತ್ತಿ: [565, 1316, 719, 1324]
- lion-icon: ♌: [30, 866, 42, 878]
